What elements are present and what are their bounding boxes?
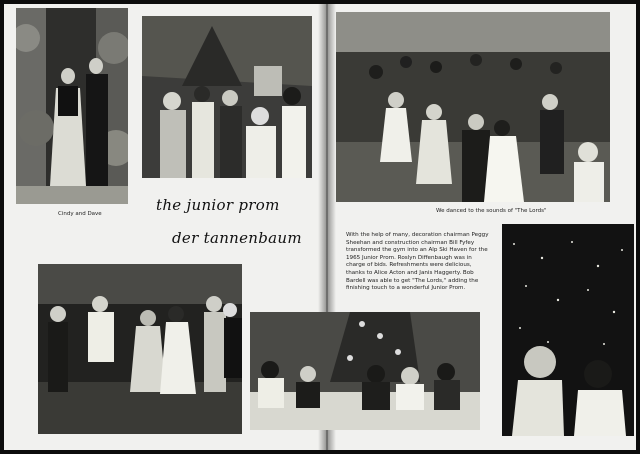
photo-dance-floor bbox=[38, 264, 242, 434]
story-paragraph: With the help of many, decoration chairman Peggy Sheehan and construction chairman Bill Fyfey transformed the gym into an Alp Ski Haven for the 1965 Junior Prom. Roslyn Diffenbaugh was in charge of bids. Refreshments were delicious, thanks to Alice Acton and Janis Haggerty. Bob Bardell was able to get "The Lords," adding the finishing touch to a wonderful Junior Prom. bbox=[346, 232, 489, 292]
photo-crowd-image bbox=[336, 12, 610, 202]
photo-dancers-top-image bbox=[142, 16, 312, 178]
caption-cindy-dave: Cindy and Dave bbox=[58, 211, 102, 217]
title-junior-prom: the junior prom bbox=[156, 196, 280, 214]
title-der-tannenbaum: der tannenbaum bbox=[172, 229, 302, 247]
photo-couple-image bbox=[16, 8, 128, 204]
photo-dance-floor-image bbox=[38, 264, 242, 434]
photo-dancers-top bbox=[142, 16, 312, 178]
caption-danced: We danced to the sounds of "The Lords" bbox=[436, 208, 547, 214]
photo-couple bbox=[16, 8, 128, 204]
photo-night bbox=[502, 224, 634, 436]
photo-table bbox=[250, 312, 480, 430]
photo-night-image bbox=[502, 224, 634, 436]
photo-table-image bbox=[250, 312, 480, 430]
photo-crowd bbox=[336, 12, 610, 202]
